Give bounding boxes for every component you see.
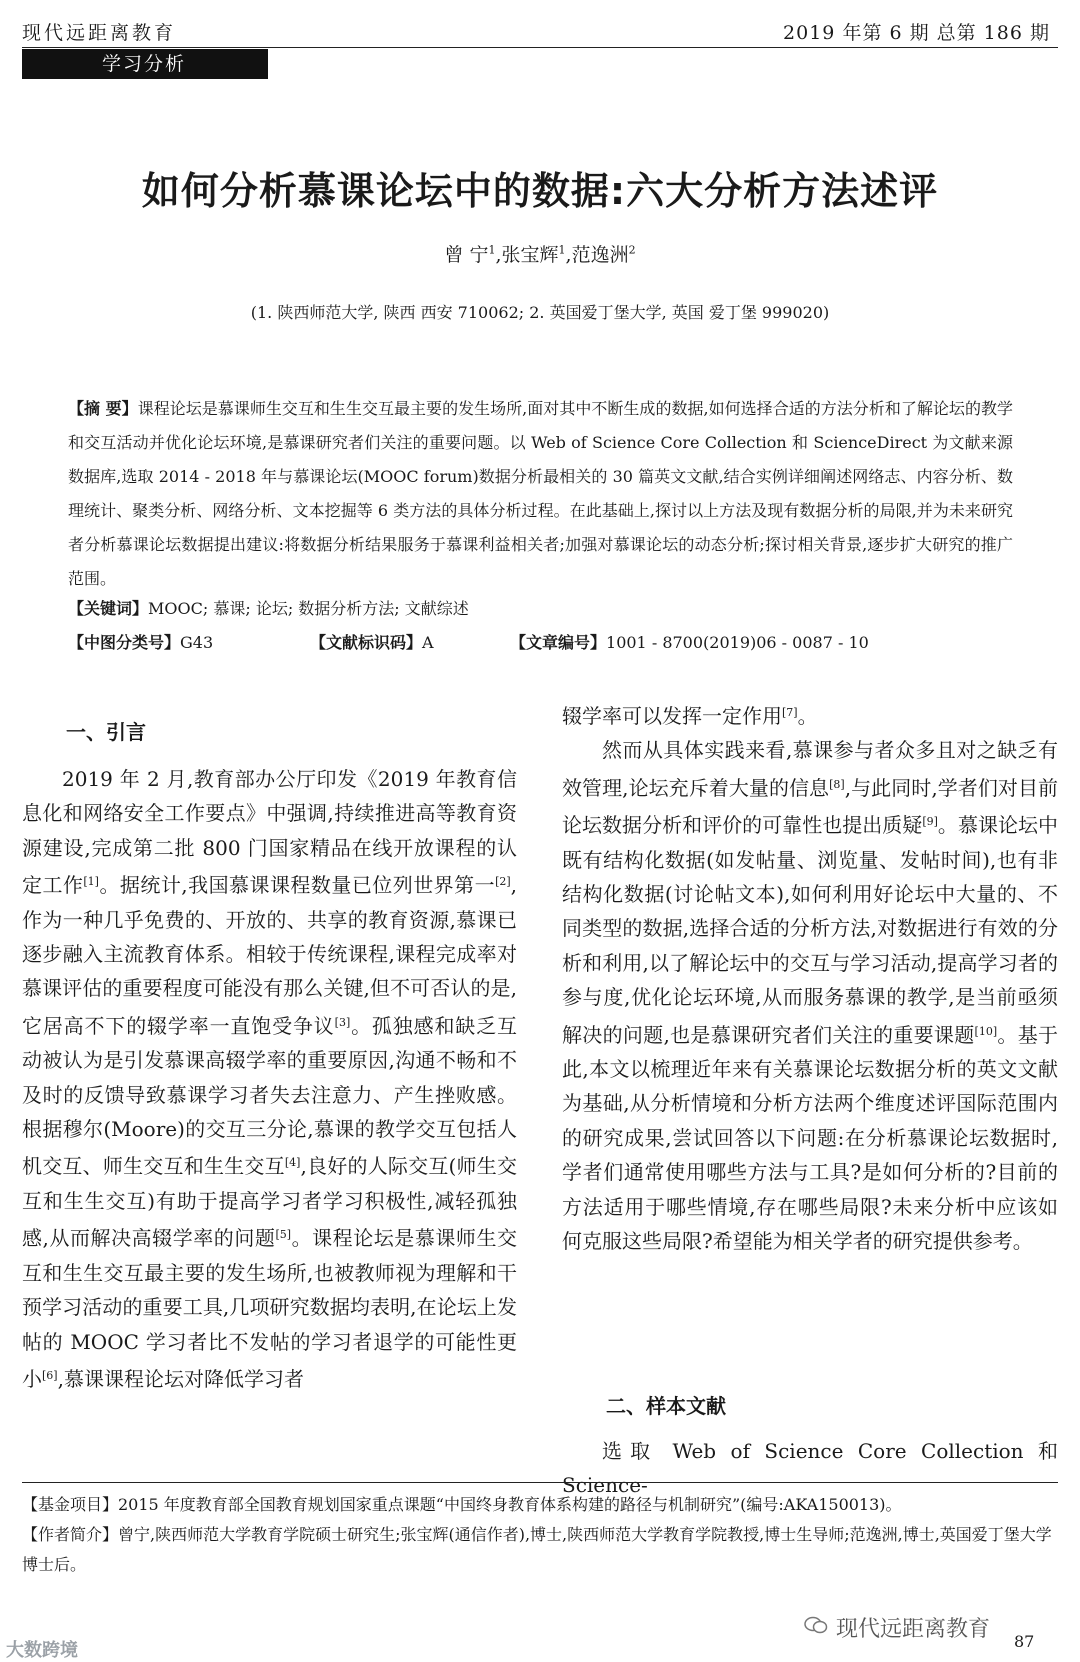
- affiliations: (1. 陕西师范大学, 陕西 西安 710062; 2. 英国爱丁堡大学, 英国 爱丁堡 999020): [250, 303, 830, 322]
- abstract-label: 【摘 要】: [68, 399, 138, 418]
- author-list: 曾 宁$^1$,张宝辉$^1$,范逸洲$^2$: [444, 243, 636, 266]
- citation-ref: [1]: [83, 875, 99, 889]
- keywords: [68, 596, 469, 619]
- author-name: 曾 宁: [444, 244, 489, 266]
- author-affil-mark: 1: [488, 243, 496, 257]
- keywords-label: 【关键词】: [68, 599, 149, 618]
- author-affil-mark: 1: [558, 243, 566, 257]
- abstract-text: 课程论坛是慕课师生交互和生生交互最主要的发生场所,面对其中不断生成的数据,如何选择合适的方法分析和了解论坛的教学和交互活动并优化论坛环境,是慕课研究者们关注的重要问题。以 Web of Science Core Collection 和 ScienceDirect 为文献来源数据库,选取 2014 - 2018 年与慕课论坛(MOOC forum)数据分析最相关的 30 篇英文文献,结合实例详细阐述网络志、内容分析、数理统计、聚类分析、网络分析、文本挖掘等 6 类方法的具体分析过程。在此基础上,探讨以上方法及现有数据分析的局限,并为未来研究者分析慕课论坛数据提出建议:将数据分析结果服务于慕课利益相关者;加强对慕课论坛的动态分析;探讨相关背景,逐步扩大研究的推广范围。: [68, 399, 1013, 588]
- wechat-icon: [804, 1616, 828, 1634]
- left-column: [22, 762, 517, 1396]
- wechat-watermark: 现代远距离教育: [836, 1617, 991, 1642]
- doc-label: 【文献标识码】: [310, 633, 423, 652]
- clc-value: G43: [180, 633, 214, 652]
- citation-ref: [10]: [974, 1024, 998, 1038]
- author-name: 范逸洲: [571, 244, 629, 266]
- text-run: 。据统计,我国慕课课程数量已位列世界第一: [98, 873, 496, 898]
- text-run: ,良好的人际交互(师生交互和生生交互)有助于提高学习者学习积极性,减轻孤独感,从而解决高辍学率的问题: [22, 1154, 517, 1251]
- citation-ref: [4]: [284, 1156, 301, 1170]
- citation-ref: [8]: [829, 777, 845, 791]
- paragraph: 选取 Web of Science Core Collection 和 Science-: [562, 1439, 1058, 1498]
- footnote-divider: [22, 1482, 1058, 1483]
- text-run: 辍学率可以发挥一定作用: [562, 704, 782, 728]
- doc-value: A: [422, 633, 434, 652]
- paragraph: [562, 696, 1058, 733]
- doc-code: [310, 630, 434, 653]
- author-name: 张宝辉: [501, 244, 559, 266]
- section-heading-samples: 二、样本文献: [606, 1394, 726, 1418]
- text-run: 2019 年 2 月,教育部办公厅印发《2019 年教育信息化和网络安全工作要点》中强调,持续推进高等教育资源建设,完成第二批 800 门国家精品在线开放课程的认定工作: [22, 767, 517, 898]
- source-watermark: 大数跨境: [6, 1640, 78, 1661]
- fund-note: 【基金项目】2015 年度教育部全国教育规划国家重点课题“中国终身教育体系构建的路径与机制研究”(编号:AKA150013)。: [22, 1495, 902, 1514]
- art-label: 【文章编号】: [510, 633, 607, 652]
- citation-ref: [9]: [922, 815, 938, 829]
- text-run: 。: [797, 704, 818, 728]
- article-number: [510, 630, 869, 653]
- text-run: 。孤独感和缺乏互动被认为是引发慕课高辍学率的重要原因,沟通不畅和不及时的反馈导致慕课学习者失去注意力、产生挫败感。根据穆尔(Moore)的交互三分论,慕课的教学交互包括人机交互、师生交互和生生交互: [22, 1013, 517, 1179]
- text-run: 。慕课论坛中既有结构化数据(如发帖量、浏览量、发帖时间),也有非结构化数据(讨论帖文本),如何利用好论坛中大量的、不同类型的数据,选择合适的分析方法,对数据进行有效的分析和利用,以了解论坛中的交互与学习活动,提高学习者的参与度,优化论坛环境,从而服务慕课的教学,是当前亟须解决的问题,也是慕课研究者们关注的重要课题: [562, 813, 1059, 1047]
- abstract: [68, 392, 1013, 596]
- clc-label: 【中图分类号】: [68, 633, 181, 652]
- article-title: 如何分析慕课论坛中的数据:六大分析方法述评: [141, 169, 939, 213]
- text-run: 。课程论坛是慕课师生交互和生生交互最主要的发生场所,也被教师视为理解和干预学习活动的重要工具,几项研究数据均表明,在论坛上发帖的 MOOC 学习者比不发帖的学习者退学的可能性更小: [22, 1226, 518, 1391]
- author-affil-mark: 2: [628, 243, 636, 257]
- citation-ref: [7]: [782, 706, 798, 719]
- section-tag: 学习分析: [22, 49, 268, 79]
- citation-ref: [5]: [275, 1228, 292, 1242]
- citation-ref: [2]: [495, 875, 511, 889]
- right-column: [562, 696, 1058, 1259]
- citation-ref: [6]: [42, 1368, 58, 1382]
- keywords-text: MOOC; 慕课; 论坛; 数据分析方法; 文献综述: [148, 599, 469, 618]
- header-divider: [22, 47, 1058, 48]
- issue-info: 2019 年第 6 期 总第 186 期: [783, 22, 1050, 44]
- text-run: 。基于此,本文以梳理近年来有关慕课论坛数据分析的英文文献为基础,从分析情境和分析方法两个维度述评国际范围内的研究成果,尝试回答以下问题:在分析慕课论坛数据时,学者们通常使用哪些方法与工具?是如何分析的?目前的方法适用于哪些情境,存在哪些局限?未来分析中应该如何克服这些局限?希望能为相关学者的研究提供参考。: [562, 1022, 1059, 1254]
- page-number: 87: [1014, 1632, 1035, 1651]
- text-run: 然而从具体实践来看,慕课参与者众多且对之缺乏有效管理,论坛充斥着大量的信息: [562, 738, 1058, 800]
- text-run: ,与此同时,学者们对目前论坛数据分析和评价的可靠性也提出质疑: [562, 775, 1059, 838]
- citation-ref: [3]: [334, 1015, 351, 1029]
- text-run: ,慕课课程论坛对降低学习者: [57, 1366, 304, 1391]
- text-run: ,作为一种几乎免费的、开放的、共享的教育资源,慕课已逐步融入主流教育体系。相较于传统课程,课程完成率对慕课评估的重要程度可能没有那么关键,但不可否认的是,它居高不下的辍学率一直饱受争议: [22, 873, 518, 1038]
- author-note: 【作者简介】曾宁,陕西师范大学教育学院硕士研究生;张宝辉(通信作者),博士,陕西师范大学教育学院教授,博士生导师;范逸洲,博士,英国爱丁堡大学博士后。: [22, 1525, 1052, 1574]
- footnotes: [22, 1490, 1058, 1580]
- clc-code: [68, 630, 213, 653]
- art-value: 1001 - 8700(2019)06 - 0087 - 10: [606, 633, 869, 652]
- section-heading-intro: 一、引言: [66, 720, 146, 744]
- paragraph: [22, 762, 517, 1396]
- paragraph: [562, 733, 1058, 1258]
- journal-name: 现代远距离教育: [22, 22, 177, 44]
